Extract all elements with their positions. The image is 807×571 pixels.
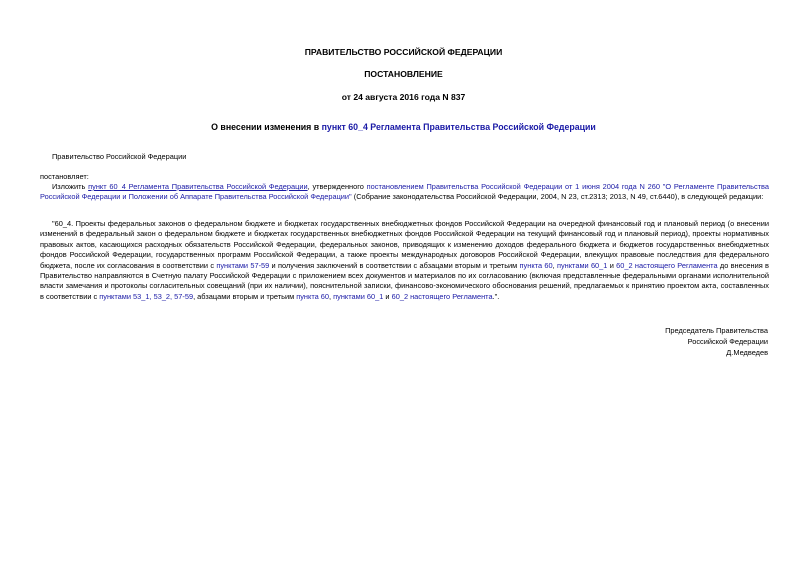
- p2-text-6: , абзацами вторым и третьим: [193, 291, 297, 301]
- document-type-heading: ПОСТАНОВЛЕНИЕ: [364, 69, 443, 79]
- p2-text-5: до внесения в Правительство направляются в Счетную палату Российской Федерации с приложением всех документов и материалов по их согласованию (включая представленные федеральными органами исполнительной власти замечания и протоколы согласительных совещаний (при их наличии), пояснительной записки, финансово-экономического обоснования решений, предлагаемых к принятию проектом акта, составленных в соответствии с: [40, 260, 769, 301]
- title-prefix: О внесении изменения в: [211, 122, 322, 132]
- p2-text-4: и: [607, 260, 617, 270]
- paragraph-new-wording: [40, 219, 769, 302]
- p2-text-3: ,: [552, 260, 557, 270]
- signature-position: Председатель Правительства: [665, 326, 768, 335]
- link-resolution-260[interactable]: постановлением Правительства Российской Федерации от 1 июня 2004 года N 260 "О Регламенте Правительства Российской Федерации и Положении об Аппарате Правительства Российской Федерации": [40, 182, 770, 202]
- link-point-60-second[interactable]: пункта 60: [296, 291, 330, 301]
- paragraph-amendment: [40, 182, 769, 203]
- title-link[interactable]: пункт 60_4 Регламента Правительства Российской Федерации: [321, 122, 596, 132]
- link-point-60-4[interactable]: пункт 60_4 Регламента Правительства Российской Федерации: [88, 182, 308, 191]
- decides-text: постановляет:: [40, 172, 89, 181]
- link-points-57-59[interactable]: пунктами 57-59: [216, 260, 270, 270]
- date-number-heading: от 24 августа 2016 года N 837: [341, 92, 466, 102]
- document-title: [0, 122, 807, 132]
- link-60-2-regulation-second[interactable]: 60_2 настоящего Регламента: [391, 291, 493, 301]
- p2-text-1: "60_4. Проекты федеральных законов о федеральном бюджете и бюджетах государственных внебюджетных фондов Российской Федерации на очередной финансовый год и плановый период (о внесении изменений в федеральный закон о федеральном бюджете и бюджетах государственных внебюджетных фондов Российской Федерации на текущий финансовый год и плановый период), проекты нормативных правовых актов, касающихся расходных обязательств Российской Федерации, федеральных законов, приводящих к изменению доходов федерального бюджета и бюджетов государственных внебюджетных фондов Российской Федерации, государственных программ Российской Федерации, а также проекты международных договоров Российской Федерации, влекущих правовые последствия для федерального бюджета, после их согласования в соответствии с: [40, 219, 769, 270]
- link-points-53-1-53-2-57-59[interactable]: пунктами 53_1, 53_2, 57-59: [99, 291, 194, 301]
- p1-text-3: (Собрание законодательства Российской Федерации, 2004, N 23, ст.2313; 2013, N 49, ст.6440), в следующей редакции:: [351, 192, 764, 202]
- link-point-60[interactable]: пункта 60: [519, 260, 553, 270]
- link-60-2-regulation[interactable]: 60_2 настоящего Регламента: [616, 260, 718, 270]
- link-points-60-1-second[interactable]: пунктами 60_1: [333, 291, 384, 301]
- signature-country: Российской Федерации: [687, 336, 768, 346]
- signature-block: [665, 326, 768, 358]
- p2-text-8: и: [383, 291, 392, 301]
- p2-text-2: и получения заключений в соответствии с абзацами вторым и третьим: [269, 260, 520, 270]
- p1-text-2: , утвержденного: [307, 182, 367, 191]
- p2-text-7: ,: [329, 291, 334, 301]
- p2-text-9: .".: [492, 291, 500, 301]
- signature-name: Д.Медведев: [726, 347, 768, 357]
- link-points-60-1[interactable]: пунктами 60_1: [556, 260, 608, 270]
- issuer-heading: ПРАВИТЕЛЬСТВО РОССИЙСКОЙ ФЕДЕРАЦИИ: [304, 47, 503, 57]
- p1-text-1: Изложить: [52, 182, 89, 191]
- intro-text: Правительство Российской Федерации: [52, 152, 187, 161]
